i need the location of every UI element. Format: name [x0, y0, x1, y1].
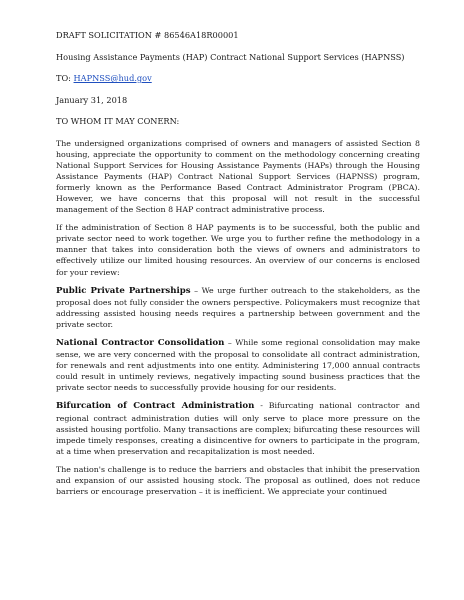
email-link[interactable]: HAPNSS@hud.gov: [73, 73, 152, 83]
to-line: [56, 73, 420, 85]
heading-consolidation: National Contractor Consolidation: [56, 338, 225, 348]
heading-public-private: Public Private Partnerships: [56, 285, 191, 296]
text-bifurcation: - Bifurcating national contractor and regional contract administration duties will only serve to place more pressure on the assisted housing portfolio. Many transactions are complex; bifurcating these resources will impede timely responses, creating a disincentive for owners to participate in the program, at a time when preservation and recapitalization is most needed.: [56, 401, 420, 456]
paragraph-bifurcation: [56, 400, 420, 456]
text-consolidation: – While some regional consolidation may make sense, we are very concerned with the proposal to consolidate all contract administration, for renewals and rent adjustments into one entity. Administering 17,000 annual contracts could result in untimely reviews, negatively impacting sound business practices that the private sector needs to successfully provide housing for our residents.: [56, 338, 420, 393]
paragraph-challenge: The nation's challenge is to reduce the barriers and obstacles that inhibit the preservation and expansion of our assisted housing stock. The proposal as outlined, does not reduce barriers or encourage preservation – it is inefficient. We appreciate your continued: [56, 464, 420, 497]
paragraph-partnership-request: If the administration of Section 8 HAP payments is to be successful, both the public and private sector need to work together. We urge you to further refine the methodology in a manner that takes into consideration both the views of owners and administrators to effectively utilize our limited housing resources. An overview of our concerns is enclosed for your review:: [56, 223, 420, 277]
paragraph-public-private: [56, 285, 420, 330]
subject-line: Housing Assistance Payments (HAP) Contract National Support Services (HAPNSS): [56, 51, 405, 62]
solicitation-number: DRAFT SOLICITATION # 86546A18R00001: [56, 30, 239, 40]
letter-date: January 31, 2018: [56, 94, 128, 105]
text-public-private: – We urge further outreach to the stakeholders, as the proposal does not fully consider the owners perspective. Policymakers must recognize that addressing assisted housing needs requires a partnership between government and the private sector.: [56, 285, 420, 329]
salutation: TO WHOM IT MAY CONERN:: [56, 116, 180, 126]
paragraph-intro: The undersigned organizations comprised of owners and managers of assisted Section 8 housing, appreciate the opportunity to comment on the methodology concerning creating National Support Services for Housing Assistance Payments (HAPs) through the Housing Assistance Payments (HAP) Contract National Support Services (HAPNSS) program, formerly known as the Performance Based Contract Administrator Program (PBCA). However, we have concerns that this proposal will not result in the successful management of the Section 8 HAP contract administrative process.: [56, 138, 420, 215]
paragraph-consolidation: [56, 337, 420, 393]
to-label: TO:: [56, 73, 71, 83]
heading-bifurcation: Bifurcation of Contract Administration: [56, 401, 255, 412]
